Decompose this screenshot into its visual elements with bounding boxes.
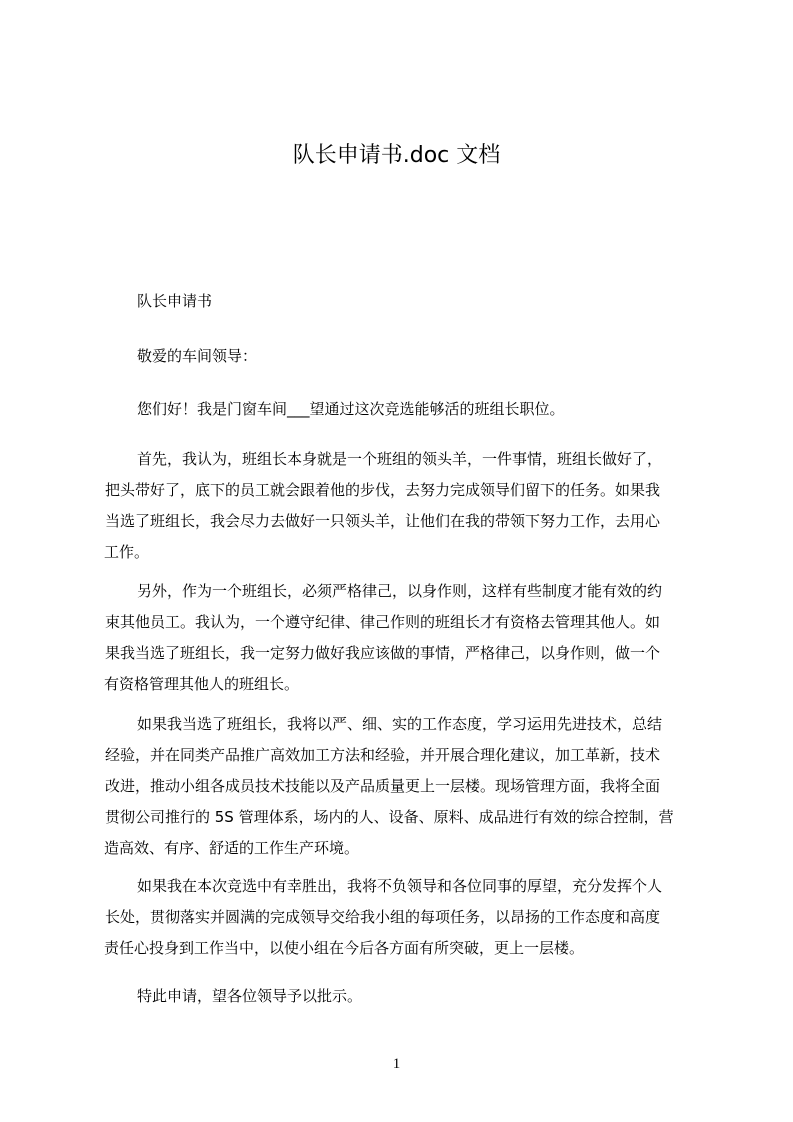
paragraph-line: 果我当选了班组长，我一定努力做好我应该做的事情，严格律己，以身作则，做一个 — [105, 644, 661, 662]
salutation — [104, 341, 700, 372]
paragraph-line: 如果我在本次竞选中有幸胜出，我将不负领导和各位同事的厚望，充分发挥个人 — [137, 877, 663, 895]
closing-paragraph — [104, 981, 700, 1012]
paragraph-line: 工作。 — [104, 543, 150, 561]
paragraph-line: 贯彻公司推行的 5S 管理体系，场内的人、设备、原料、成品进行有效的综合控制，营 — [105, 808, 674, 826]
paragraph-2 — [104, 576, 700, 700]
paragraph-line: 把头带好了，底下的员工就会跟着他的步伐，去努力完成领导们留下的任务。如果我 — [105, 481, 661, 499]
paragraph-line: 当选了班组长，我会尽力去做好一只领头羊，让他们在我的带领下努力工作，去用心 — [105, 512, 661, 530]
paragraph-line: 责任心投身到工作当中，以使小组在今后各方面有所突破，更上一层楼。 — [104, 939, 585, 957]
document-title: 队长申请书.doc 文档 — [292, 143, 501, 168]
paragraph-line: 经验，并在同类产品推广高效加工方法和经验，并开展合理化建议，加工革新，技术 — [105, 746, 661, 764]
paragraph-line: 束其他员工。我认为，一个遵守纪律、律己作则的班组长才有资格去管理其他人。如 — [105, 613, 661, 631]
paragraph-1 — [104, 444, 700, 568]
letter-heading-text: 队长申请书 — [137, 292, 213, 310]
greeting-paragraph — [104, 394, 700, 425]
paragraph-line: 造高效、有序、舒适的工作生产环境。 — [104, 839, 360, 857]
page-number: 1 — [392, 1056, 401, 1072]
paragraph-3 — [104, 709, 700, 864]
paragraph-line: 首先，我认为，班组长本身就是一个班组的领头羊，一件事情，班组长做好了， — [137, 450, 663, 468]
paragraph-line: 改进，推动小组各成员技术技能以及产品质量更上一层楼。现场管理方面，我将全面 — [105, 777, 661, 795]
paragraph-line: 如果我当选了班组长，我将以严、细、实的工作态度，学习运用先进技术，总结 — [137, 715, 663, 733]
paragraph-line: 另外，作为一个班组长，必须严格律己，以身作则，这样有些制度才能有效的约 — [137, 582, 663, 600]
paragraph-line: 长处，贯彻落实并圆满的完成领导交给我小组的每项任务，以昂扬的工作态度和高度 — [105, 908, 661, 926]
closing-text: 特此申请，望各位领导予以批示。 — [137, 987, 363, 1005]
paragraph-line: 有资格管理其他人的班组长。 — [104, 675, 300, 693]
greeting-text: 您们好！我是门窗车间___望通过这次竞选能够活的班组长职位。 — [137, 400, 565, 418]
salutation-text: 敬爱的车间领导： — [137, 347, 258, 365]
paragraph-4 — [104, 871, 700, 964]
letter-heading — [104, 286, 700, 317]
